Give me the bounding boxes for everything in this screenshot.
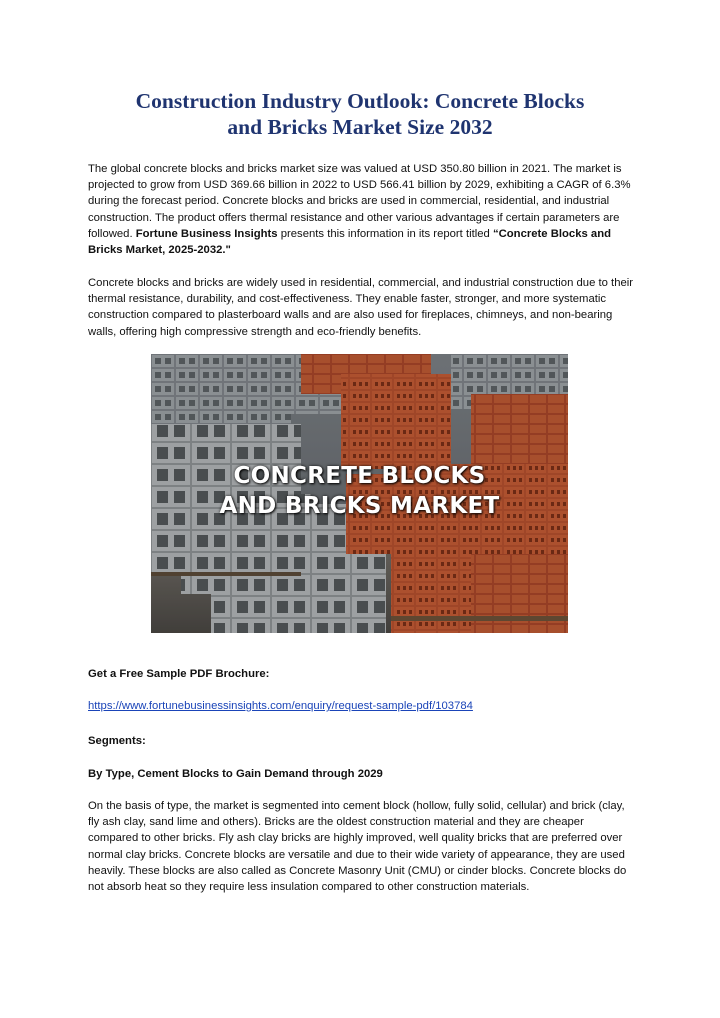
title-line-1: Construction Industry Outlook: Concrete Blocks (135, 89, 585, 113)
intro-text-middle: presents this information in its report titled (277, 227, 493, 240)
document-title (60, 88, 660, 140)
type-section-heading: By Type, Cement Blocks to Gain Demand through 2029 (88, 768, 383, 780)
title-line-2: and Bricks Market Size 2032 (227, 115, 493, 139)
intro-text: The global concrete blocks and bricks market size was valued at USD 350.80 billion in 2021. The market is projected to grow from USD 369.66 billion in 2022 to USD 566.41 billion by 2029, exhibiting a CAGR of 6.3% during the forecast period. Concrete blocks and bricks are used in commercial, residential, and industrial construction. The product offers thermal resistance and other various advantages if certain parameters are followed. (88, 163, 631, 240)
report-title: “Concrete Blocks and Bricks Market, 2025-2032." (88, 227, 611, 257)
market-photo (151, 354, 568, 633)
description-paragraph: Concrete blocks and bricks are widely used in residential, commercial, and industrial construction due to their thermal resistance, durability, and cost-effectiveness. They enable faster, stronger, and more systematic construction compared to plasterboard walls and are also used for fireplaces, chimneys, and non-bearing walls, offering high compressive strength and eco-friendly benefits. (88, 277, 634, 338)
overlay-line-2: AND BRICKS MARKET (219, 493, 500, 519)
company-name: Fortune Business Insights (135, 227, 278, 240)
segments-heading: Segments: (88, 735, 146, 747)
sample-pdf-link[interactable]: https://www.fortunebusinessinsights.com/enquiry/request-sample-pdf/103784 (88, 700, 473, 712)
overlay-line-1: CONCRETE BLOCKS (233, 463, 486, 489)
image-overlay-title (151, 461, 568, 521)
intro-paragraph (88, 161, 636, 258)
type-paragraph: On the basis of type, the market is segmented into cement block (hollow, fully solid, cellular) and brick (clay, fly ash clay, sand lime and others). Bricks are the oldest construction material and they are cheaper compared to other bricks. Fly ash clay bricks are highly improved, well quality bricks that are preferred over normal clay bricks. Concrete blocks are versatile and due to their wide variety of appearance, they are used heavily. These blocks are also called as Concrete Masonry Unit (CMU) or cinder blocks. Concrete blocks do not absorb heat so they require less insulation compared to other construction materials. (88, 800, 627, 894)
brochure-heading: Get a Free Sample PDF Brochure: (88, 668, 270, 680)
